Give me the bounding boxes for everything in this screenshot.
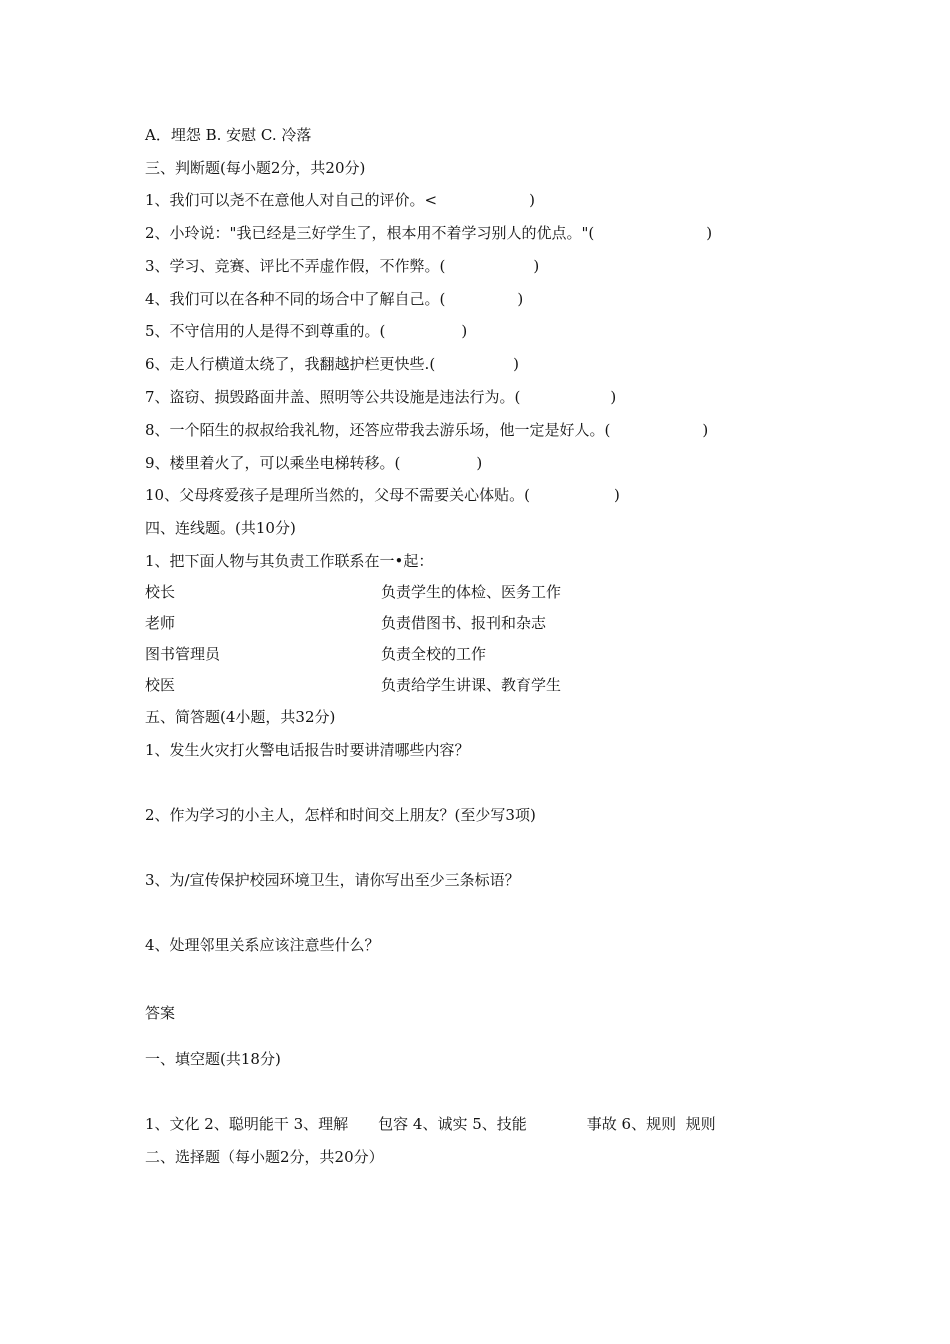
judgement-text: 4、我们可以在各种不同的场合中了解自己。( xyxy=(145,290,446,308)
matching-question: 1、把下面人物与其负责工作联系在一•起： xyxy=(145,552,434,570)
answers-choice-heading: 二、选择题（每小题2分，共20分） xyxy=(145,1148,384,1166)
matching-right-item: 负责学生的体检、医务工作 xyxy=(381,583,562,601)
judgement-text: 2、小玲说："我已经是三好学生了，根本用不着学习别人的优点。"( xyxy=(145,224,595,242)
judgement-text: 10、父母疼爱孩子是理所当然的，父母不需要关心体贴。( xyxy=(145,486,530,504)
short-answer-question: 1、发生火灾打火警电话报告时要讲清哪些内容？ xyxy=(145,741,470,759)
matching-right-item: 负责借图书、报刊和杂志 xyxy=(381,614,547,632)
matching-right-item: 负责给学生讲课、教育学生 xyxy=(381,676,562,694)
answers-fill-heading: 一、填空题(共18分) xyxy=(145,1050,281,1068)
judgement-item xyxy=(145,289,523,309)
judgement-text: 5、不守信用的人是得不到尊重的。( xyxy=(145,322,386,340)
judgement-item xyxy=(145,354,519,374)
blank-close: ) xyxy=(533,257,540,275)
judgement-text: 7、盗窃、损毁路面井盖、照明等公共设施是违法行为。( xyxy=(145,388,521,406)
matching-left-item: 校医 xyxy=(145,676,176,694)
matching-left-item: 校长 xyxy=(145,583,176,601)
judgement-item xyxy=(145,387,616,407)
judgement-item xyxy=(145,453,482,473)
judgement-item xyxy=(145,223,712,243)
section-4-heading: 四、连线题。(共10分) xyxy=(145,519,296,537)
short-answer-question: 4、处理邻里关系应该注意些什么？ xyxy=(145,936,380,954)
section-3-heading: 三、判断题(每小题2分，共20分) xyxy=(145,159,366,177)
judgement-item xyxy=(145,485,620,505)
judgement-text: 6、走人行横道太绕了，我翻越护栏更快些.( xyxy=(145,355,436,373)
judgement-text: 1、我们可以尧不在意他人对自己的评价。< xyxy=(145,191,438,209)
blank-close: ) xyxy=(529,191,535,209)
section-5-heading: 五、简答题(4小题，共32分) xyxy=(145,708,336,726)
answers-title: 答案 xyxy=(145,1004,176,1022)
matching-left-item: 图书管理员 xyxy=(145,645,221,663)
judgement-item xyxy=(145,321,467,341)
judgement-item xyxy=(145,420,708,440)
answers-fill-content: 1、文化 2、聪明能干 3、理解 包容 4、诚实 5、技能 事故 6、规则 规则 xyxy=(145,1115,716,1133)
short-answer-question: 3、为/宣传保护校园环境卫生，请你写出至少三条标语？ xyxy=(145,871,520,889)
judgement-item xyxy=(145,190,535,210)
blank-close: ) xyxy=(461,322,468,340)
matching-left-item: 老师 xyxy=(145,614,176,632)
judgement-text: 9、楼里着火了，可以乘坐电梯转移。( xyxy=(145,454,401,472)
judgement-text: 3、学习、竞赛、评比不弄虚作假，不作弊。( xyxy=(145,257,446,275)
blank-close: ) xyxy=(517,290,524,308)
blank-close: ) xyxy=(706,224,713,242)
blank-close: ) xyxy=(610,388,617,406)
short-answer-question: 2、作为学习的小主人，怎样和时间交上朋友？(至少写3项) xyxy=(145,806,536,824)
blank-close: ) xyxy=(476,454,483,472)
blank-close: ) xyxy=(613,486,620,504)
judgement-item xyxy=(145,256,539,276)
blank-close: ) xyxy=(513,355,520,373)
matching-right-item: 负责全校的工作 xyxy=(381,645,487,663)
blank-close: ) xyxy=(702,421,709,439)
choice-options: A．埋怨 B. 安慰 C. 冷落 xyxy=(145,126,312,144)
judgement-text: 8、一个陌生的叔叔给我礼物，还答应带我去游乐场，他一定是好人。( xyxy=(145,421,611,439)
